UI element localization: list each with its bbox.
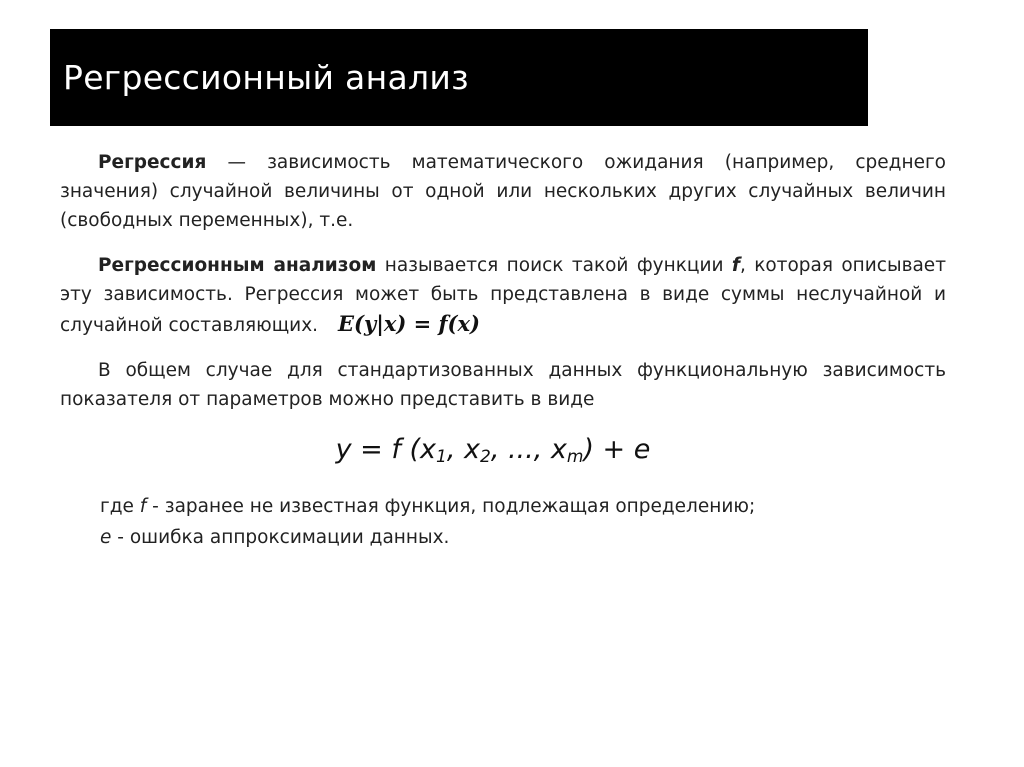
legend-e-symbol: e [100, 527, 112, 548]
legend-e-text: - ошибка аппроксимации данных. [111, 527, 450, 548]
general-case-text: В общем случае для стандартизованных данных функциональную зависимость показателя от параметров можно представить в виде [60, 360, 946, 410]
definition-regression-analysis [60, 251, 946, 340]
general-case-paragraph [60, 356, 946, 414]
term-regression: Регрессия [98, 152, 207, 173]
regression-analysis-text-2: , которая описывает эту зависимость. Регрессия может быть представлена в виде суммы неслучайной и случайной составляющих. [60, 255, 946, 336]
formula-part-rhs: ) + e [583, 434, 651, 465]
main-regression-formula [60, 430, 946, 477]
slide-title: Регрессионный анализ [63, 58, 469, 97]
legend-e [60, 522, 946, 553]
legend-f [60, 491, 946, 522]
formula-sub-1: 1 [436, 447, 447, 467]
legend-f-symbol: f [139, 496, 147, 517]
inline-formula-expectation: E(y|x) = f(x) [338, 311, 480, 336]
legend-f-text: - заранее не известная функция, подлежащая определению; [146, 496, 756, 517]
term-regression-analysis: Регрессионным анализом [98, 255, 377, 276]
formula-part-sep2: , ..., x [490, 434, 567, 465]
slide-title-bar [50, 29, 868, 126]
legend-f-prefix: где [100, 496, 140, 517]
function-symbol-f: f [731, 255, 740, 276]
definition-regression [60, 148, 946, 235]
slide-content [60, 148, 946, 553]
regression-analysis-text-1: называется поиск такой функции [376, 255, 732, 276]
definition-regression-text: — зависимость математического ожидания (например, среднего значения) случайной величины от одной или нескольких других случайных величин (свободных переменных), т.е. [60, 152, 946, 231]
formula-part-sep1: , x [446, 434, 480, 465]
formula-sub-m: m [566, 447, 584, 467]
formula-sub-2: 2 [479, 447, 491, 467]
formula-part-lhs: y = f (x [335, 434, 436, 465]
